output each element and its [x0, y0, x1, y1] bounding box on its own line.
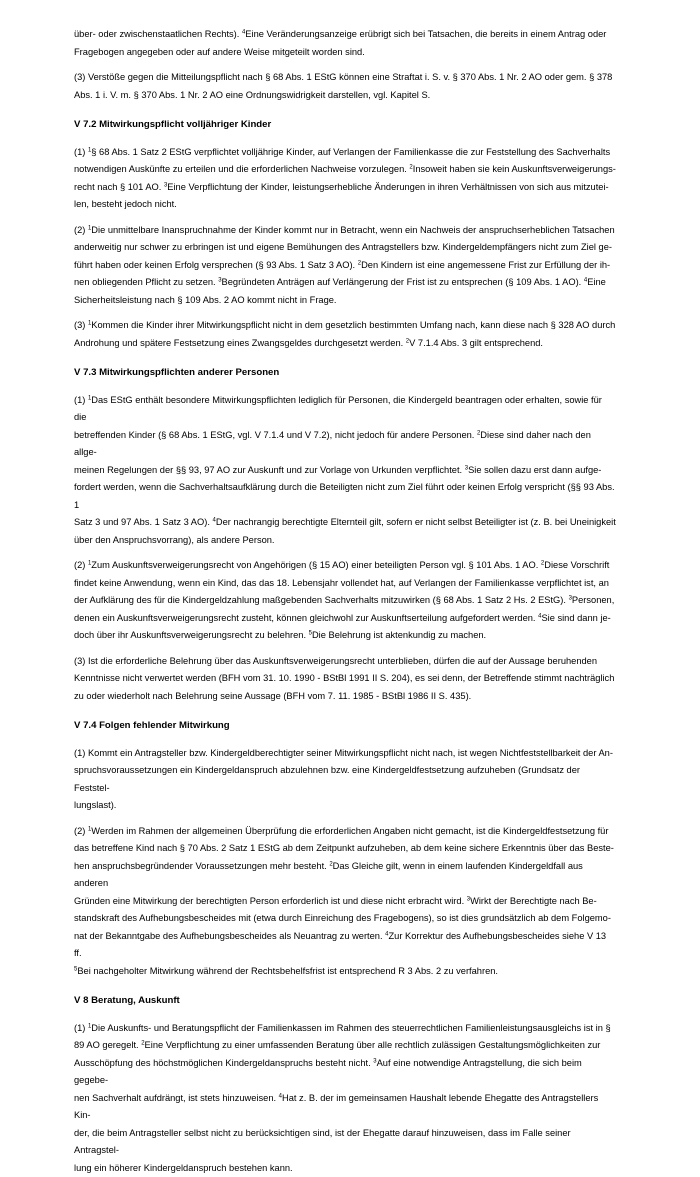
- sentence-number: 3: [218, 278, 221, 284]
- text-run: Abs. 1 i. V. m. § 370 Abs. 1 Nr. 2 AO eine Ordnungswidrigkeit darstellen, vgl. Kapitel S.: [74, 90, 430, 100]
- text-run: anderweitig nur schwer zu erbringen ist und eigene Bemühungen des Antragstellers bzw. Kindergeldempfängers nicht zum Ziel ge-: [74, 242, 612, 252]
- text-run: Diese Vorschrift: [544, 560, 609, 570]
- text-run: Eine Verpflichtung zu einer umfassenden Beratung über alle rechtlich zulässigen Gestaltungsmöglichkeiten zur: [145, 1040, 601, 1050]
- text-run: Eine: [587, 277, 606, 287]
- sentence-number: 1: [88, 561, 91, 567]
- text-run: Ausschöpfung des höchstmöglichen Kindergeldanspruchs besteht nicht.: [74, 1058, 373, 1068]
- text-run: der, die beim Antragsteller selbst nicht zu berücksichtigen sind, ist der Ehegatte darauf hinzuweisen, dass im Falle seiner Antragstel-: [74, 1128, 571, 1156]
- text-run: Der nachrangig berechtigte Elternteil gilt, sofern er nicht selbst Beteiligter ist (z. B. bei Uneinigkeit: [216, 517, 616, 527]
- text-run: lungslast).: [74, 800, 116, 810]
- text-run: Zur Korrektur des Aufhebungsbescheides siehe V 13 ff.: [74, 931, 606, 959]
- sentence-number: 1: [88, 225, 91, 231]
- text-run: Begründeten Anträgen auf Verlängerung der Frist ist zu entsprechen (§ 109 Abs. 1 AO).: [222, 277, 584, 287]
- text-run: Eine Verpflichtung der Kinder, leistungserhebliche Änderungen in ihren Verhältnissen von sich aus mitzutei-: [167, 182, 608, 192]
- paragraph: [74, 823, 616, 981]
- text-run: Kenntnisse nicht verwertet werden (BFH vom 31. 10. 1990 - BStBl 1991 II S. 204), es sei denn, der Betreffende stimmt nachträglich: [74, 673, 614, 683]
- paragraph: [74, 745, 616, 815]
- text-run: (2): [74, 826, 88, 836]
- text-run: Sie sind dann je-: [541, 613, 610, 623]
- text-run: fordert werden, wenn die Sachverhaltsaufklärung durch die Beteiligten nicht zum Ziel führt oder keinen Erfolg verspricht (§§ 93 Abs. 1: [74, 482, 615, 510]
- text-run: Werden im Rahmen der allgemeinen Überprüfung die erforderlichen Angaben nicht gemacht, ist die Kindergeldfestsetzung für: [91, 826, 608, 836]
- text-run: Gründen eine Mitwirkung der berechtigten Person erforderlich ist und diese nicht erbracht wird.: [74, 896, 467, 906]
- text-run: Bei nachgeholter Mitwirkung während der Rechtsbehelfsfrist ist entsprechend R 3 Abs. 2 zu verfahren.: [77, 966, 498, 976]
- sentence-number: 1: [88, 147, 91, 153]
- section-heading: V 8 Beratung, Auskunft: [74, 992, 616, 1010]
- sentence-number: 4: [213, 518, 216, 524]
- text-run: (1) Kommt ein Antragsteller bzw. Kindergeldberechtigter seiner Mitwirkungspflicht nicht nach, ist wegen Nichtfeststellbarkeit der An-: [74, 748, 613, 758]
- text-run: 89 AO geregelt.: [74, 1040, 141, 1050]
- text-run: denen ein Auskunftsverweigerungsrecht zusteht, können gleichwohl zur Auskunftserteilung aufgefordert werden.: [74, 613, 538, 623]
- sentence-number: 3: [164, 182, 167, 188]
- sentence-number: 1: [88, 1023, 91, 1029]
- text-run: notwendigen Auskünfte zu erteilen und die erforderlichen Nachweise vorzulegen.: [74, 164, 409, 174]
- text-run: (3) Verstöße gegen die Mitteilungspflicht nach § 68 Abs. 1 EStG können eine Straftat i. S. v. § 370 Abs. 1 Nr. 2 AO oder gem. § 378: [74, 72, 612, 82]
- text-run: doch über ihr Auskunftsverweigerungsrecht zu belehren.: [74, 630, 309, 640]
- text-run: Sie sollen dazu erst dann aufge-: [468, 465, 601, 475]
- text-run: betreffenden Kinder (§ 68 Abs. 1 EStG, vgl. V 7.1.4 und V 7.2), nicht jedoch für andere Personen.: [74, 430, 477, 440]
- paragraph: [74, 317, 616, 352]
- text-run: (3): [74, 320, 88, 330]
- paragraph: [74, 222, 616, 310]
- text-run: recht nach § 101 AO.: [74, 182, 164, 192]
- sentence-number: 3: [569, 596, 572, 602]
- sentence-number: 2: [358, 260, 361, 266]
- text-run: Androhung und spätere Festsetzung eines Zwangsgeldes durchgesetzt werden.: [74, 338, 406, 348]
- paragraph: [74, 653, 616, 706]
- text-run: Auf eine notwendige Antragstellung, die sich beim gegebe-: [74, 1058, 582, 1086]
- text-run: hen anspruchsbegründender Voraussetzungen mehr besteht.: [74, 861, 329, 871]
- text-run: lung ein höherer Kindergeldanspruch bestehen kann.: [74, 1163, 293, 1173]
- text-run: Hat z. B. der im gemeinsamen Haushalt lebende Ehegatte des Antragstellers Kin-: [74, 1093, 598, 1121]
- text-run: Kommen die Kinder ihrer Mitwirkungspflicht nicht in dem gesetzlich bestimmten Umfang nach, kann diese nach § 328 AO durch: [91, 320, 615, 330]
- paragraph: [74, 26, 616, 61]
- sentence-number: 3: [373, 1058, 376, 1064]
- sentence-number: 4: [538, 613, 541, 619]
- text-run: Insoweit haben sie kein Auskunftsverweigerungs-: [413, 164, 616, 174]
- sentence-number: 1: [88, 321, 91, 327]
- sentence-number: 2: [409, 165, 412, 171]
- paragraph: [74, 144, 616, 214]
- sentence-number: 4: [584, 278, 587, 284]
- sentence-number: 3: [465, 465, 468, 471]
- text-run: V 7.1.4 Abs. 3 gilt entsprechend.: [409, 338, 543, 348]
- text-run: nen obliegenden Pflicht zu setzen.: [74, 277, 218, 287]
- sentence-number: 2: [329, 861, 332, 867]
- text-run: Die Auskunfts- und Beratungspflicht der Familienkassen im Rahmen des steuerrechtlichen Familienleistungsausgleichs ist in §: [91, 1023, 610, 1033]
- text-run: Sicherheitsleistung nach § 109 Abs. 2 AO kommt nicht in Frage.: [74, 295, 337, 305]
- text-run: (2): [74, 560, 88, 570]
- paragraph: [74, 392, 616, 550]
- text-run: (1): [74, 395, 88, 405]
- text-run: Die Belehrung ist aktenkundig zu machen.: [312, 630, 486, 640]
- text-run: führt haben oder keinen Erfolg versprechen (§ 93 Abs. 1 Satz 3 AO).: [74, 260, 358, 270]
- sentence-number: 1: [88, 826, 91, 832]
- text-run: über den Anspruchsvorrang), als andere Person.: [74, 535, 275, 545]
- section-heading: V 7.3 Mitwirkungspflichten anderer Personen: [74, 364, 616, 382]
- text-run: spruchsvoraussetzungen ein Kindergeldanspruch abzulehnen bzw. eine Kindergeldfestsetzung aufzuheben (Grundsatz der Feststel-: [74, 765, 580, 793]
- text-run: standskraft des Aufhebungsbescheides mit (etwa durch Einreichung des Fragebogens), so ist dies grundsätzlich ab dem Folgemo-: [74, 913, 611, 923]
- text-run: findet keine Anwendung, wenn ein Kind, das das 18. Lebensjahr vollendet hat, auf Verlangen der Familienkasse verpflichtet ist, an: [74, 578, 609, 588]
- text-run: Eine Veränderungsanzeige erübrigt sich bei Tatsachen, die bereits in einem Antrag oder: [245, 29, 606, 39]
- text-run: nat der Bekanntgabe des Aufhebungsbescheides als Neuantrag zu werten.: [74, 931, 385, 941]
- text-run: Den Kindern ist eine angemessene Frist zur Erfüllung der ih-: [361, 260, 610, 270]
- text-run: Fragebogen angegeben oder auf andere Weise mitgeteilt worden sind.: [74, 47, 365, 57]
- sentence-number: 2: [406, 338, 409, 344]
- text-run: das betreffene Kind nach § 70 Abs. 2 Satz 1 EStG ab dem Zeitpunkt aufzuheben, ab dem keine sichere Erkenntnis über das Beste-: [74, 843, 614, 853]
- sentence-number: 5: [309, 631, 312, 637]
- sentence-number: 2: [477, 430, 480, 436]
- paragraph: [74, 557, 616, 645]
- text-run: Satz 3 und 97 Abs. 1 Satz 3 AO).: [74, 517, 213, 527]
- text-run: Personen,: [572, 595, 614, 605]
- text-run: (2): [74, 225, 88, 235]
- text-run: zu oder wiederholt nach Belehrung seine Aussage (BFH vom 7. 11. 1985 - BStBl 1986 II S. 435).: [74, 691, 471, 701]
- paragraph: [74, 1020, 616, 1177]
- text-run: über- oder zwischenstaatlichen Rechts).: [74, 29, 242, 39]
- text-run: (3) Ist die erforderliche Belehrung über das Auskunftsverweigerungsrecht unterblieben, dürfen die auf der Aussage beruhenden: [74, 656, 597, 666]
- text-run: (1): [74, 147, 88, 157]
- sentence-number: 3: [467, 896, 470, 902]
- sentence-number: 4: [279, 1093, 282, 1099]
- sentence-number: 4: [385, 931, 388, 937]
- text-run: § 68 Abs. 1 Satz 2 EStG verpflichtet volljährige Kinder, auf Verlangen der Familienkasse die zur Feststellung des Sachverhalts: [91, 147, 610, 157]
- section-heading: V 7.4 Folgen fehlender Mitwirkung: [74, 717, 616, 735]
- sentence-number: 2: [541, 561, 544, 567]
- text-run: Das Gleiche gilt, wenn in einem laufenden Kindergeldfall aus anderen: [74, 861, 583, 889]
- text-run: Das EStG enthält besondere Mitwirkungspflichten lediglich für Personen, die Kindergeld beantragen oder erhalten, sowie für die: [74, 395, 602, 423]
- text-run: nen Sachverhalt aufdrängt, ist stets hinzuweisen.: [74, 1093, 279, 1103]
- text-run: Die unmittelbare Inanspruchnahme der Kinder kommt nur in Betracht, wenn ein Nachweis der anspruchserheblichen Tatsachen: [91, 225, 614, 235]
- sentence-number: 5: [74, 966, 77, 972]
- paragraph: [74, 69, 616, 104]
- text-run: meinen Regelungen der §§ 93, 97 AO zur Auskunft und zur Vorlage von Urkunden verpflichtet.: [74, 465, 465, 475]
- text-run: (1): [74, 1023, 88, 1033]
- text-run: Zum Auskunftsverweigerungsrecht von Angehörigen (§ 15 AO) einer beteiligten Person vgl. § 101 Abs. 1 AO.: [91, 560, 541, 570]
- text-run: der Aufklärung des für die Kindergeldzahlung maßgebenden Sachverhalts mitzuwirken (§ 68 Abs. 1 Satz 2 Hs. 2 EStG).: [74, 595, 569, 605]
- text-run: Diese sind daher nach den allge-: [74, 430, 591, 458]
- section-heading: V 7.2 Mitwirkungspflicht volljähriger Kinder: [74, 116, 616, 134]
- sentence-number: 2: [141, 1041, 144, 1047]
- sentence-number: 1: [88, 395, 91, 401]
- text-run: Wirkt der Berechtigte nach Be-: [470, 896, 597, 906]
- sentence-number: 4: [242, 30, 245, 36]
- text-run: len, besteht jedoch nicht.: [74, 199, 177, 209]
